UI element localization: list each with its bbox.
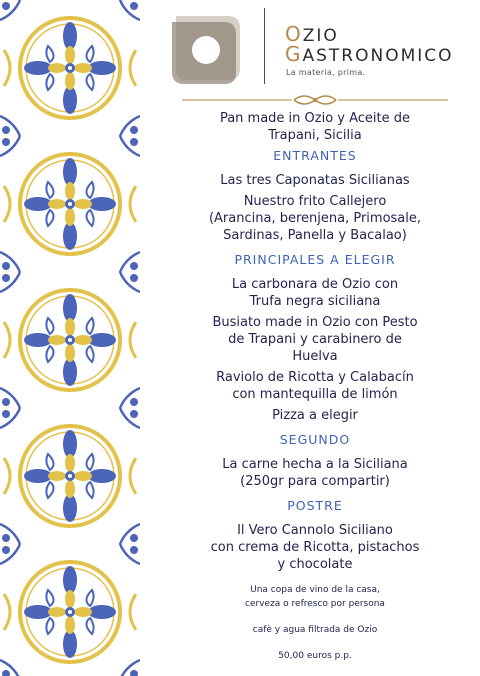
decorative-tile-border	[0, 0, 140, 676]
menu-item-line: Huelva	[292, 349, 338, 364]
drink-note-line: Una copa de vino de la casa,	[250, 585, 380, 595]
menu-item-line: (250gr para compartir)	[240, 474, 390, 489]
menu-item-line: La carne hecha a la Siciliana	[222, 457, 408, 472]
menu-item-line: (Arancina, berenjena, Primosale,	[208, 211, 422, 226]
menu-item-line: Il Vero Cannolo Siciliano	[237, 523, 393, 538]
menu-item-line: con mantequilla de limón	[232, 387, 398, 402]
menu-item-line: Raviolo de Ricotta y Calabacín	[216, 370, 414, 385]
price-label: 50,00 euros p.p.	[278, 651, 352, 661]
ozio-logo-icon	[166, 8, 246, 88]
intro-line: Pan made in Ozio y Aceite de	[219, 111, 411, 126]
brand-tagline: La materia, prima.	[286, 68, 366, 77]
flourish-divider-icon	[182, 94, 448, 106]
brand-name-line-1: OZIO	[285, 22, 339, 46]
menu-item-line: Trufa negra siciliana	[249, 294, 381, 309]
logo-divider	[264, 8, 265, 84]
menu-item-line: Sardinas, Panella y Bacalao)	[223, 228, 407, 243]
menu-item-line: Las tres Caponatas Sicilianas	[220, 173, 410, 188]
intro-line: Trapani, Sicilia	[268, 128, 362, 143]
menu-content	[170, 110, 460, 663]
menu-item-line: Nuestro frito Callejero	[243, 194, 387, 209]
section-title: PRINCIPALES A ELEGIR	[234, 252, 396, 267]
menu-item-line: de Trapani y carabinero de	[228, 332, 402, 347]
brand-name-line-2: GASTRONOMICO	[285, 42, 454, 66]
section-title: SEGUNDO	[279, 432, 351, 447]
menu-item-line: Busiato made in Ozio con Pesto	[212, 315, 418, 330]
menu-item-line: con crema de Ricotta, pistachos	[210, 540, 420, 555]
coffee-note: cafè y agua filtrada de Ozio	[252, 625, 378, 635]
section-title: ENTRANTES	[273, 148, 357, 163]
drink-note-line: cerveza o refresco por persona	[245, 599, 385, 609]
menu-item-line: y chocolate	[277, 557, 353, 572]
menu-item-line: La carbonara de Ozio con	[231, 277, 399, 292]
section-title: POSTRE	[287, 498, 343, 513]
menu-item-line: Pizza a elegir	[272, 408, 358, 423]
